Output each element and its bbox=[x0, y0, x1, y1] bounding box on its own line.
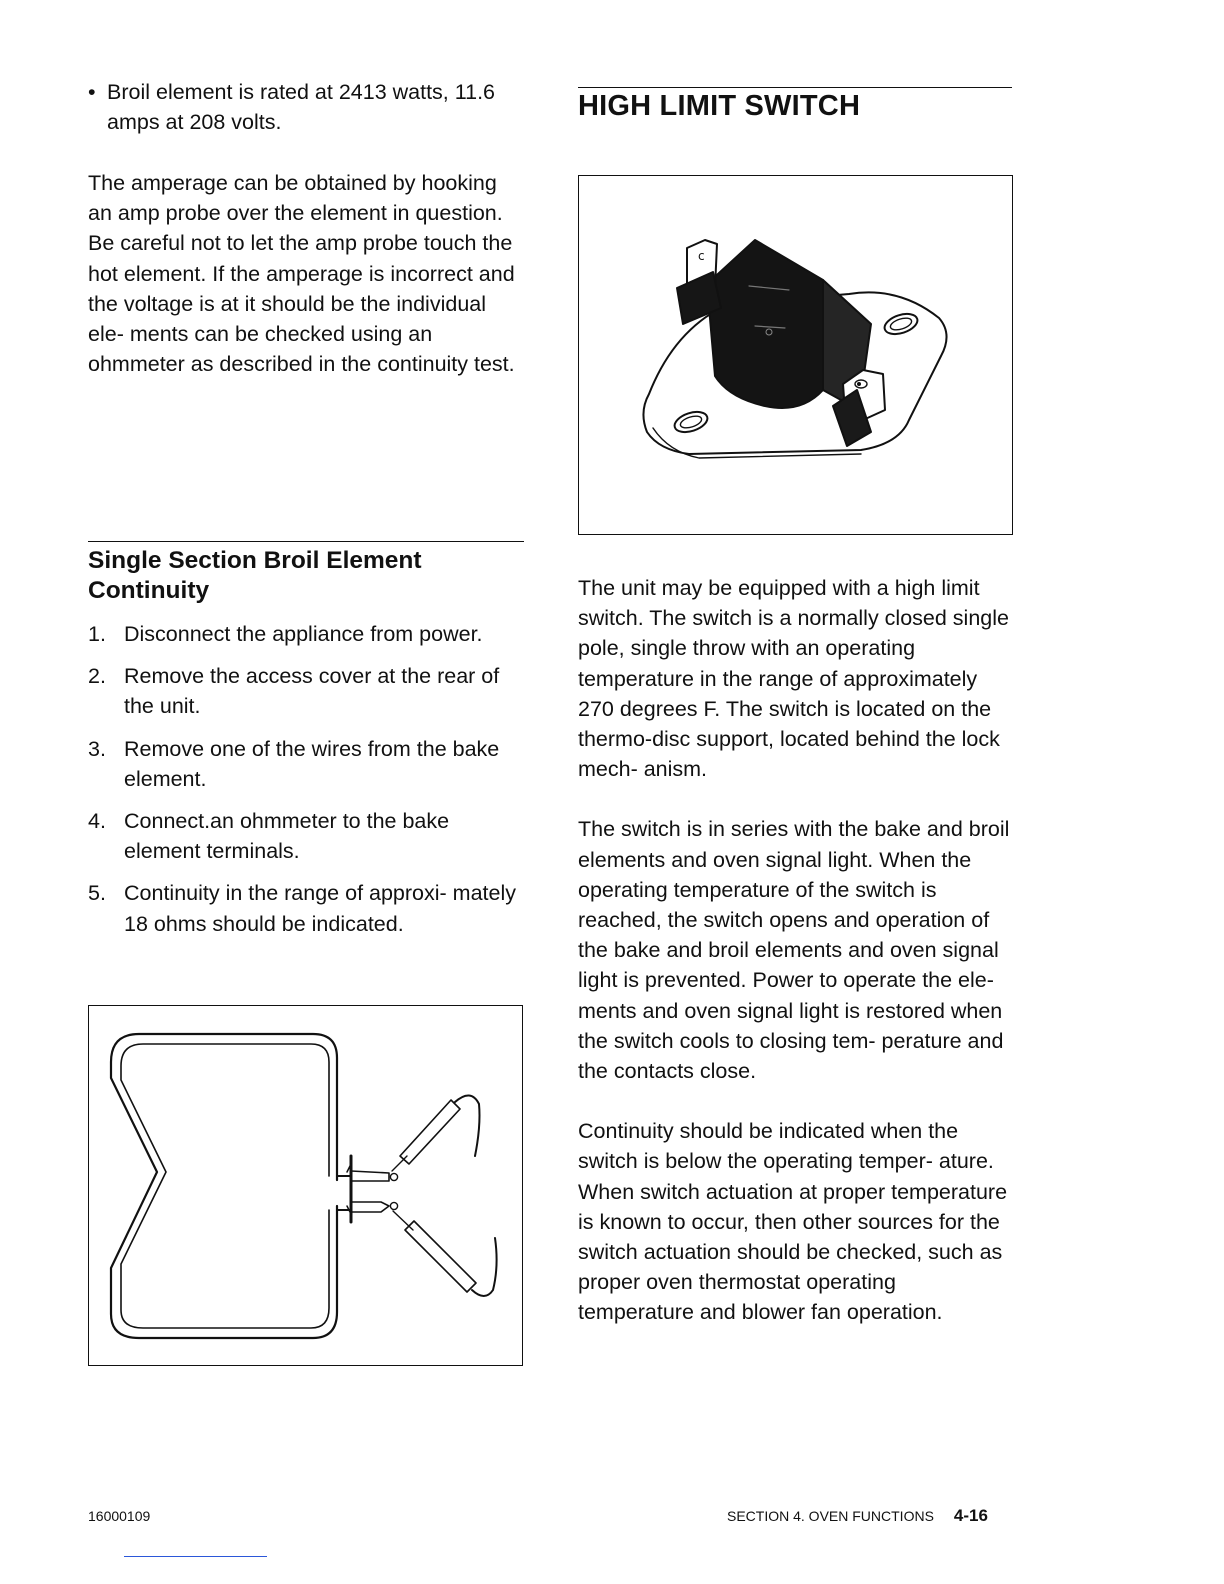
step-number: 3. bbox=[88, 736, 106, 761]
section-title-high-limit-switch: HIGH LIMIT SWITCH bbox=[578, 90, 861, 122]
bullet-item bbox=[88, 77, 518, 137]
step-text: Remove one of the wires from the bake element. bbox=[124, 736, 500, 791]
footer-section bbox=[727, 1506, 988, 1526]
footer-section-label: SECTION 4. OVEN FUNCTIONS bbox=[727, 1508, 934, 1524]
footer-doc-number: 16000109 bbox=[88, 1508, 151, 1524]
switch-continuity-paragraph: Continuity should be indicated when the switch is below the operating temper- ature. When switch actuation at proper temperature is known to occur, then other sources for the switch actuation should be checked, such as proper oven thermostat operating temperature and blower fan operation. bbox=[578, 1119, 1008, 1325]
step-text: Connect.an ohmmeter to the bake element terminals. bbox=[124, 809, 450, 864]
bullet-symbol: • bbox=[88, 80, 96, 104]
section-rule-right bbox=[578, 87, 1012, 88]
bottom-link-underline bbox=[124, 1556, 267, 1557]
step-number: 4. bbox=[88, 809, 106, 834]
section-title-broil-continuity: Single Section Broil Element Continuity bbox=[88, 547, 422, 604]
section-rule-left bbox=[88, 541, 524, 542]
step-text: Remove the access cover at the rear of the unit. bbox=[124, 664, 500, 719]
step-item bbox=[88, 661, 528, 721]
step-number: 2. bbox=[88, 664, 106, 689]
broil-element-figure bbox=[88, 1005, 523, 1366]
bullet-text: Broil element is rated at 2413 watts, 11.6 amps at 208 volts. bbox=[107, 80, 496, 135]
broil-element-illustration bbox=[89, 1006, 522, 1365]
step-number: 1. bbox=[88, 622, 106, 646]
step-number: 5. bbox=[88, 881, 106, 906]
switch-description-paragraph: The unit may be equipped with a high limit switch. The switch is a normally closed single pole, single throw with an operating temperature in the range of approximately 270 degrees F. The switch is located on the thermo-disc support, located behind the lock mech- anism. bbox=[578, 576, 1009, 782]
step-item bbox=[88, 878, 528, 938]
step-item bbox=[88, 619, 528, 649]
high-limit-switch-figure bbox=[578, 175, 1013, 535]
right-text-block bbox=[578, 573, 1014, 1328]
svg-text:c: c bbox=[698, 249, 705, 263]
amperage-paragraph: The amperage can be obtained by hooking an amp probe over the element in question. Be careful not to let the amp probe touch the hot element. If the amperage is incorrect and the voltage is at it should be the individual ele- ments can be checked using an ohmmeter as described in the continuity test. bbox=[88, 171, 515, 377]
step-text: Disconnect the appliance from power. bbox=[124, 622, 483, 646]
switch-operation-paragraph: The switch is in series with the bake and broil elements and oven signal light. When the operating temperature of the switch is reached, the switch opens and operation of the bake and broil elements and oven signal light is prevented. Power to operate the ele- ments and oven signal light is restored when the switch cools to closing tem- perature and the contacts close. bbox=[578, 817, 1010, 1084]
step-item bbox=[88, 806, 528, 866]
step-text: Continuity in the range of approxi- mately 18 ohms should be indicated. bbox=[124, 881, 516, 936]
step-item bbox=[88, 734, 528, 794]
steps-list bbox=[88, 619, 528, 939]
high-limit-switch-illustration bbox=[579, 176, 1012, 534]
footer-page-number: 4-16 bbox=[953, 1506, 988, 1525]
